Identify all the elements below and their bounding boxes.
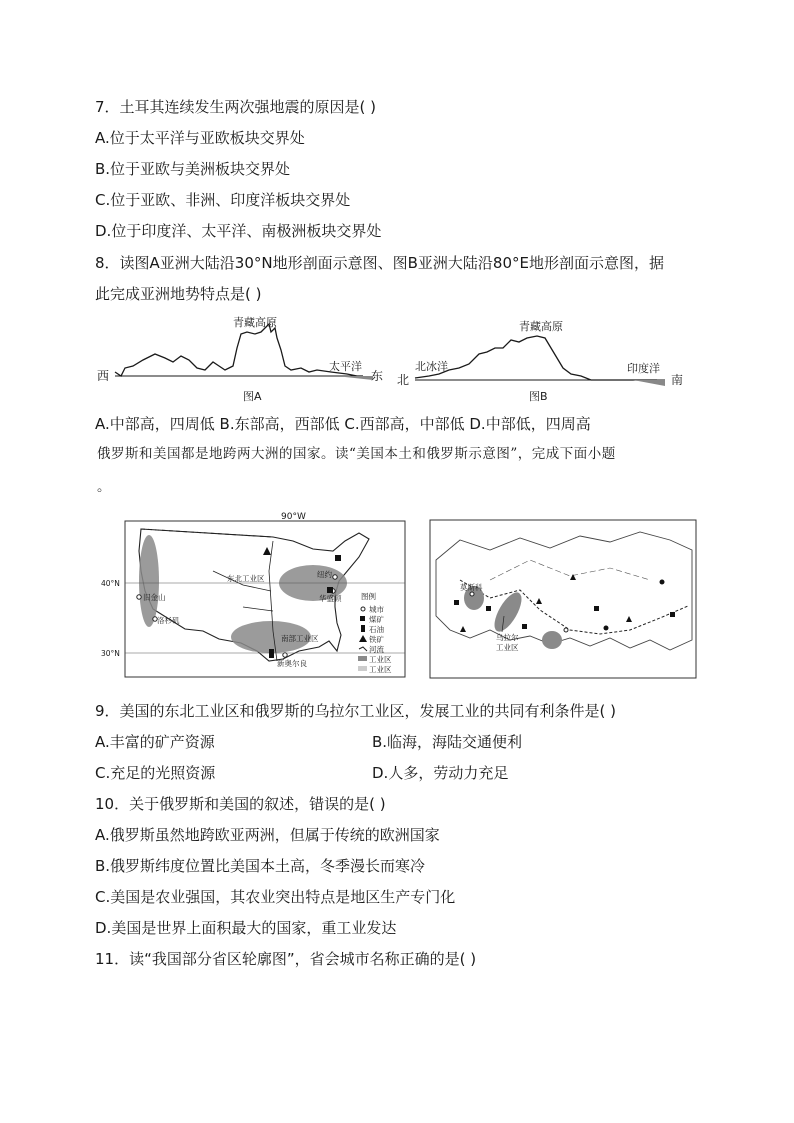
legend-coal: 煤矿 [369,615,384,624]
legend-title: 图例 [361,592,376,601]
siberia-industrial-zone [542,631,562,649]
legend-city: 城市 [369,605,384,614]
newyork-label: 纽约 [317,570,332,579]
figure-b-peak-label: 青藏高原 [519,320,563,333]
figure-a-east-label: 东 [371,369,384,383]
legend-river: 河流 [369,645,384,654]
q8-stem-line2: 此完成亚洲地势特点是( ) [95,285,262,303]
figure-b-profile [395,318,695,406]
legend-oil: 石油 [369,625,384,634]
q11-stem: 11．读“我国部分省区轮廓图”，省会城市名称正确的是( ) [95,950,477,968]
q10-option-a: A.俄罗斯虽然地跨欧亚两洲，但属于传统的欧洲国家 [95,826,440,844]
q9-option-c: C.充足的光照资源 [95,764,216,782]
neworleans-label: 新奥尔良 [277,659,307,668]
legend-industrial-zone-2: 工业区 [369,665,392,674]
south-zone-label: 南部工业区 [281,634,319,643]
moscow-city [470,592,474,596]
us-map-meridian-label: 90°W [281,512,306,522]
neworleans-city [283,653,287,657]
figure-b-title: 图B [529,390,548,403]
q7-option-a: A.位于太平洋与亚欧板块交界处 [95,129,305,147]
intro-line1: 俄罗斯和美国都是地跨两大洲的国家。读“美国本土和俄罗斯示意图”，完成下面小题 [97,446,616,462]
sanfrancisco-city [137,595,141,599]
q9-stem: 9．美国的东北工业区和俄罗斯的乌拉尔工业区，发展工业的共同有利条件是( ) [95,702,617,720]
figure-a-ocean-label: 太平洋 [329,360,362,373]
legend-industrial-zone: 工业区 [369,655,392,664]
q10-option-b: B.俄罗斯纬度位置比美国本土高，冬季漫长而寒冷 [95,857,426,875]
q8-options: A.中部高，四周低 B.东部高，西部低 C.西部高，中部低 D.中部低，四周高 [95,415,591,433]
figure-b-indian-label: 印度洋 [627,362,660,375]
us-map [101,511,408,681]
q9-option-b: B.临海，海陆交通便利 [372,733,523,751]
figure-a-peak-label: 青藏高原 [233,316,277,329]
figure-b-north-label: 北 [397,373,410,387]
ural-label: 乌拉尔 [496,633,519,642]
figure-b-south-label: 南 [671,373,684,387]
sanfrancisco-label: 旧金山 [143,593,166,602]
washington-label: 华盛顿 [319,594,342,603]
northeast-zone-label: 东北工业区 [227,574,265,583]
figure-a-title: 图A [243,390,262,403]
ural-label-2: 工业区 [496,643,519,652]
q7-option-c: C.位于亚欧、非洲、印度洋板块交界处 [95,191,351,209]
q9-option-a: A.丰富的矿产资源 [95,733,215,751]
coal-mine-symbol [335,555,341,561]
q8-stem-line1: 8．读图A亚洲大陆沿30°N地形剖面示意图、图B亚洲大陆沿80°E地形剖面示意图，据 [95,254,664,272]
figure-a-profile [95,310,395,406]
figure-b-arctic-label: 北冰洋 [415,360,448,373]
legend-iron: 铁矿 [369,635,384,644]
us-map-lat40: 40°N [101,579,120,588]
q7-stem: 7．土耳其连续发生两次强地震的原因是( ) [95,98,377,116]
losangeles-label: 洛杉矶 [157,616,180,625]
west-industrial-zone [139,535,159,627]
q7-option-d: D.位于印度洋、太平洋、南极洲板块交界处 [95,222,382,240]
newyork-city [333,575,337,579]
figure-b-terrain-line [415,336,657,380]
oil-symbol [269,649,274,658]
us-map-lat30: 30°N [101,649,120,658]
intro-line2: 。 [97,479,111,495]
q9-option-d: D.人多，劳动力充足 [372,764,509,782]
q10-option-d: D.美国是世界上面积最大的国家，重工业发达 [95,919,397,937]
q10-stem: 10．关于俄罗斯和美国的叙述，错误的是( ) [95,795,386,813]
q10-option-c: C.美国是农业强国，其农业突出特点是地区生产专门化 [95,888,456,906]
q7-option-b: B.位于亚欧与美洲板块交界处 [95,160,291,178]
moscow-label: 莫斯科 [460,583,483,592]
figure-a-terrain-line [115,324,363,376]
russia-map [430,520,698,680]
figure-a-west-label: 西 [97,369,110,383]
